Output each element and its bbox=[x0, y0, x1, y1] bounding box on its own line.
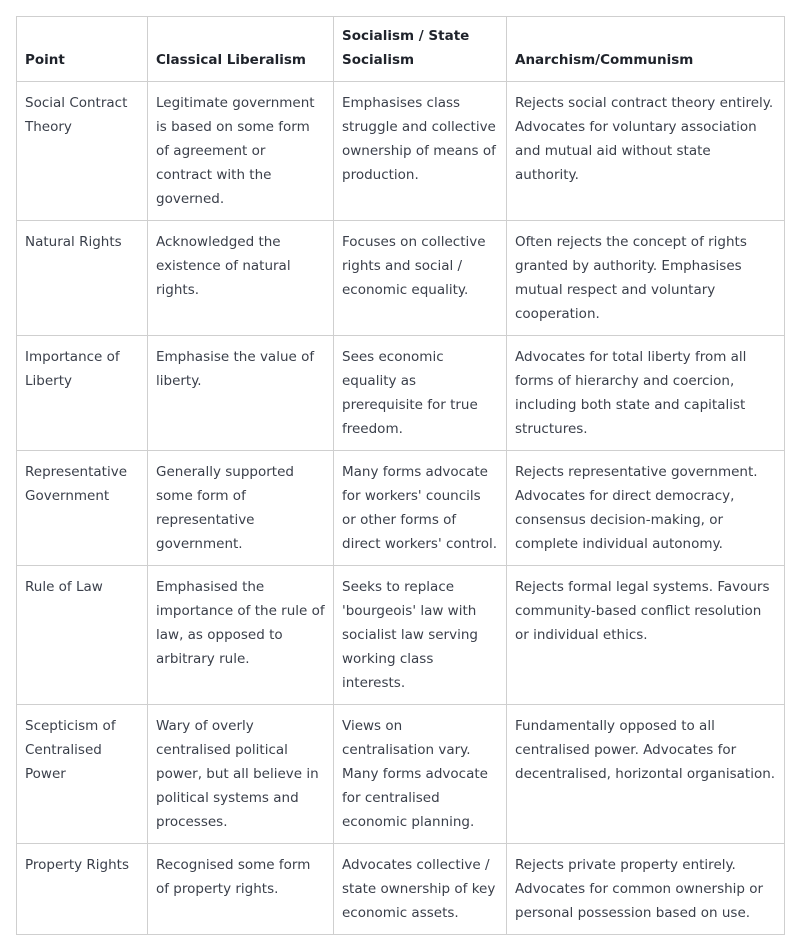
classical-liberalism-cell: Emphasise the value of liberty. bbox=[148, 336, 334, 451]
table-row bbox=[17, 844, 785, 935]
table-row bbox=[17, 221, 785, 336]
table-row bbox=[17, 451, 785, 566]
classical-liberalism-cell: Wary of overly centralised political power, but all believe in political systems and processes. bbox=[148, 705, 334, 844]
row-point: Natural Rights bbox=[17, 221, 148, 336]
row-point: Scepticism of Centralised Power bbox=[17, 705, 148, 844]
header-point: Point bbox=[17, 17, 148, 82]
header-socialism: Socialism / State Socialism bbox=[334, 17, 507, 82]
socialism-cell: Seeks to replace 'bourgeois' law with socialist law serving working class interests. bbox=[334, 566, 507, 705]
classical-liberalism-cell: Recognised some form of property rights. bbox=[148, 844, 334, 935]
header-anarchism-communism: Anarchism/Communism bbox=[507, 17, 785, 82]
row-point: Social Contract Theory bbox=[17, 82, 148, 221]
header-classical-liberalism: Classical Liberalism bbox=[148, 17, 334, 82]
anarchism-communism-cell: Rejects representative government. Advocates for direct democracy, consensus decision-making, or complete individual autonomy. bbox=[507, 451, 785, 566]
socialism-cell: Views on centralisation vary. Many forms advocate for centralised economic planning. bbox=[334, 705, 507, 844]
table-row bbox=[17, 336, 785, 451]
row-point: Representative Government bbox=[17, 451, 148, 566]
row-point: Rule of Law bbox=[17, 566, 148, 705]
anarchism-communism-cell: Fundamentally opposed to all centralised power. Advocates for decentralised, horizontal organisation. bbox=[507, 705, 785, 844]
socialism-cell: Focuses on collective rights and social / economic equality. bbox=[334, 221, 507, 336]
socialism-cell: Sees economic equality as prerequisite for true freedom. bbox=[334, 336, 507, 451]
classical-liberalism-cell: Emphasised the importance of the rule of law, as opposed to arbitrary rule. bbox=[148, 566, 334, 705]
anarchism-communism-cell: Rejects social contract theory entirely. Advocates for voluntary association and mutual aid without state authority. bbox=[507, 82, 785, 221]
classical-liberalism-cell: Acknowledged the existence of natural rights. bbox=[148, 221, 334, 336]
row-point: Property Rights bbox=[17, 844, 148, 935]
socialism-cell: Many forms advocate for workers' councils or other forms of direct workers' control. bbox=[334, 451, 507, 566]
row-point: Importance of Liberty bbox=[17, 336, 148, 451]
table-row bbox=[17, 82, 785, 221]
anarchism-communism-cell: Rejects private property entirely. Advocates for common ownership or personal possession based on use. bbox=[507, 844, 785, 935]
table-header-row bbox=[17, 17, 785, 82]
socialism-cell: Emphasises class struggle and collective ownership of means of production. bbox=[334, 82, 507, 221]
table-row bbox=[17, 705, 785, 844]
anarchism-communism-cell: Rejects formal legal systems. Favours community-based conflict resolution or individual ethics. bbox=[507, 566, 785, 705]
classical-liberalism-cell: Generally supported some form of representative government. bbox=[148, 451, 334, 566]
anarchism-communism-cell: Often rejects the concept of rights granted by authority. Emphasises mutual respect and voluntary cooperation. bbox=[507, 221, 785, 336]
comparison-table bbox=[16, 16, 785, 935]
table-row bbox=[17, 566, 785, 705]
classical-liberalism-cell: Legitimate government is based on some form of agreement or contract with the governed. bbox=[148, 82, 334, 221]
socialism-cell: Advocates collective / state ownership of key economic assets. bbox=[334, 844, 507, 935]
anarchism-communism-cell: Advocates for total liberty from all forms of hierarchy and coercion, including both state and capitalist structures. bbox=[507, 336, 785, 451]
